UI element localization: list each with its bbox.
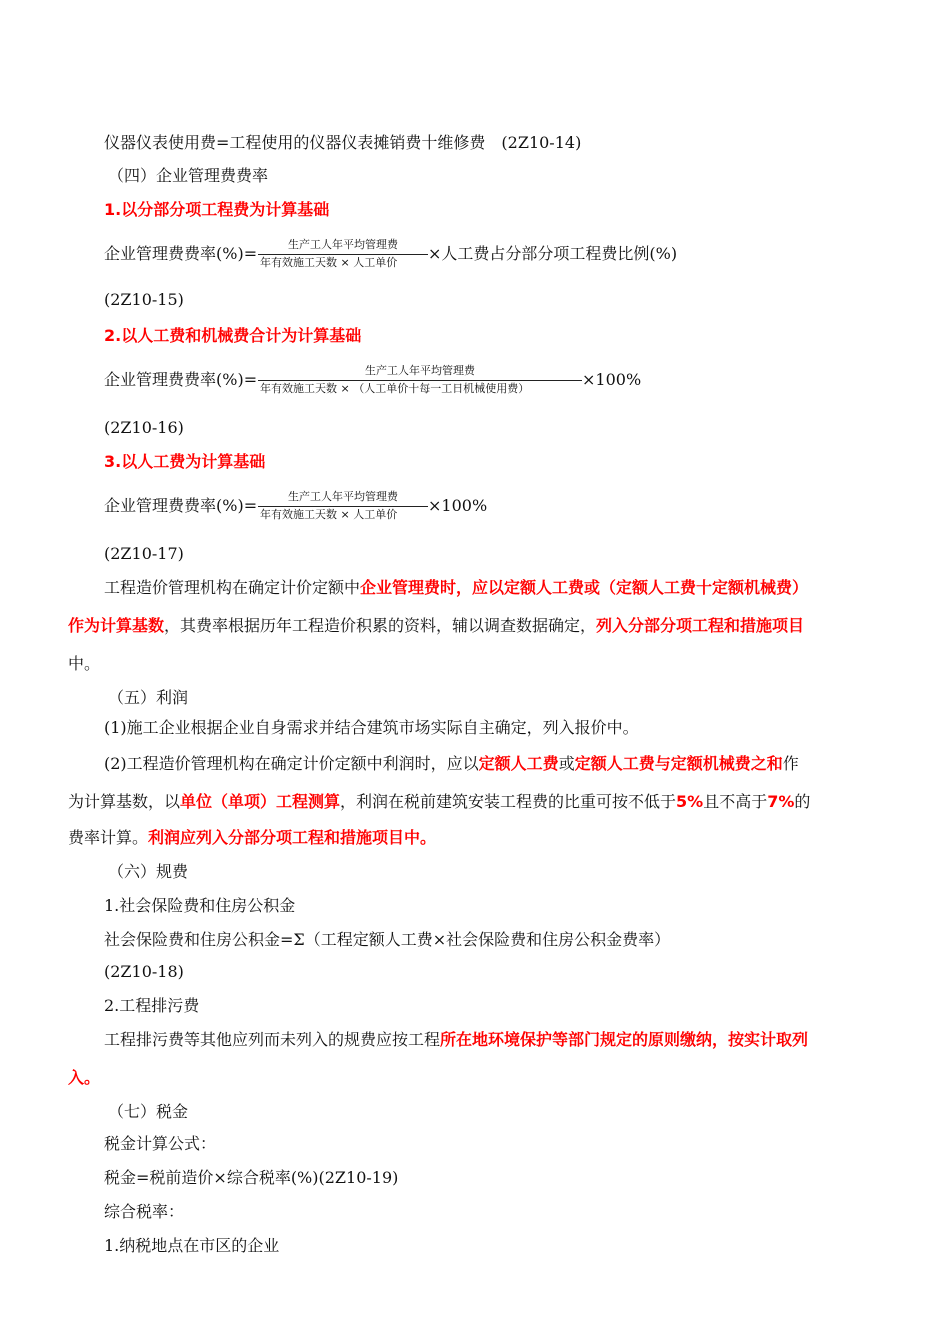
fee-item-2: 2.工程排污费 (104, 996, 200, 1015)
section-7-heading: （七）税金 (108, 1102, 189, 1121)
plain-text: 为计算基数，以 (68, 792, 181, 811)
emphasis-text: 7% (767, 792, 795, 811)
fraction-denominator: 年有效施工天数 × 人工单价 (260, 256, 398, 269)
formula-code: (2Z10-15) (104, 290, 184, 309)
plain-text: 工程排污费等其他应列而未列入的规费应按工程 (104, 1030, 441, 1049)
plain-text: 的 (794, 792, 811, 811)
mgmt-fee-paragraph-line-2 (68, 616, 804, 636)
formula-rhs: ×100% (582, 370, 642, 389)
instrument-fee-formula: 仪器仪表使用费=工程使用的仪器仪表摊销费十维修费 (2Z10-14) (104, 133, 582, 152)
combined-rate-label: 综合税率： (104, 1202, 185, 1221)
plain-text: 工程造价管理机构在确定计价定额中 (104, 578, 361, 597)
fraction-numerator: 生产工人年平均管理费 (288, 238, 398, 251)
tax-formula-label: 税金计算公式： (104, 1134, 217, 1153)
emphasis-text: 企业管理费时，应以定额人工费或（定额人工费十定额机械费） (360, 578, 809, 597)
emphasis-text: 5% (676, 792, 704, 811)
formula-rhs: ×人工费占分部分项工程费比例(%) (428, 244, 678, 263)
plain-text: 费率计算。 (68, 828, 149, 847)
plain-text: 作 (782, 754, 799, 773)
fraction-bar (258, 380, 582, 381)
emphasis-text: 列入分部分项工程和措施项目 (596, 616, 805, 635)
formula-code: (2Z10-16) (104, 418, 184, 437)
fraction-denominator: 年有效施工天数 × 人工单价 (260, 508, 398, 521)
fraction-bar (258, 254, 428, 255)
formula-lhs: 企业管理费费率(%)= (104, 496, 258, 515)
tax-formula: 税金=税前造价×综合税率(%)(2Z10-19) (104, 1168, 399, 1187)
social-insurance-formula: 社会保险费和住房公积金=Σ（工程定额人工费×社会保险费和住房公积金费率） (104, 930, 671, 949)
mgmt-fee-paragraph-line-1 (104, 578, 808, 598)
urban-enterprise-item: 1.纳税地点在市区的企业 (104, 1236, 280, 1255)
plain-text: ，利润在税前建筑安装工程费的比重可按不低于 (340, 792, 677, 811)
section-4-heading: （四）企业管理费费率 (108, 166, 269, 185)
mgmt-fee-paragraph-line-3: 中。 (68, 654, 101, 673)
formula-rhs: ×100% (428, 496, 488, 515)
plain-text: (2)工程造价管理机构在确定计价定额中利润时，应以 (104, 754, 479, 773)
emphasis-text: 作为计算基数 (68, 616, 165, 635)
basis-1-heading: 1.以分部分项工程费为计算基础 (104, 200, 330, 219)
emphasis-text: 利润应列入分部分项工程和措施项目中。 (148, 828, 437, 847)
pollution-fee-line-1 (104, 1030, 808, 1050)
basis-3-heading: 3.以人工费为计算基础 (104, 452, 266, 471)
plain-text: 或 (558, 754, 575, 773)
section-6-heading: （六）规费 (108, 862, 189, 881)
fraction-numerator: 生产工人年平均管理费 (288, 490, 398, 503)
fraction-bar (258, 506, 428, 507)
emphasis-text: 定额人工费与定额机械费之和 (574, 754, 783, 773)
pollution-fee-line-2 (68, 1068, 100, 1088)
fraction-denominator: 年有效施工天数 × （人工单价十每一工日机械使用费） (260, 382, 530, 395)
formula-lhs: 企业管理费费率(%)= (104, 244, 258, 263)
formula-code: (2Z10-17) (104, 544, 184, 563)
profit-item-2-line-1 (104, 754, 799, 774)
profit-item-2-line-3 (68, 828, 436, 848)
section-5-heading: （五）利润 (108, 688, 189, 707)
formula-lhs: 企业管理费费率(%)= (104, 370, 258, 389)
fraction-numerator: 生产工人年平均管理费 (365, 364, 475, 377)
profit-item-1: (1)施工企业根据企业自身需求并结合建筑市场实际自主确定，列入报价中。 (104, 718, 639, 737)
emphasis-text: 所在地环境保护等部门规定的原则缴纳，按实计取列 (440, 1030, 809, 1049)
profit-item-2-line-2 (68, 792, 810, 812)
fee-item-1: 1.社会保险费和住房公积金 (104, 896, 296, 915)
formula-code: (2Z10-18) (104, 962, 184, 981)
basis-2-heading: 2.以人工费和机械费合计为计算基础 (104, 326, 362, 345)
emphasis-text: 入。 (68, 1068, 101, 1087)
plain-text: ，其费率根据历年工程造价积累的资料，辅以调查数据确定， (164, 616, 597, 635)
emphasis-text: 定额人工费 (478, 754, 559, 773)
emphasis-text: 单位（单项）工程测算 (180, 792, 341, 811)
plain-text: 且不高于 (703, 792, 768, 811)
